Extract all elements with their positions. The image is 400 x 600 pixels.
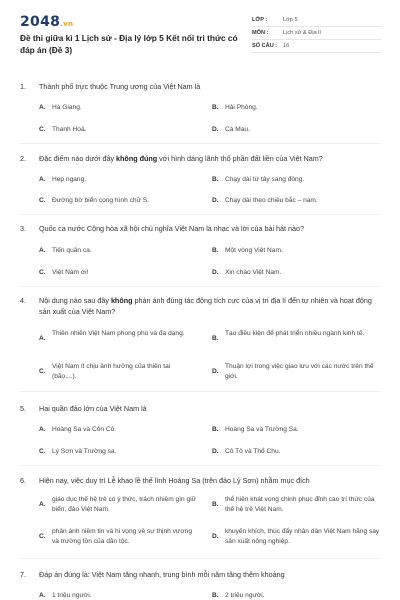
option-letter: B. bbox=[212, 176, 219, 183]
option-text: Thiên nhiên Việt Nam phong phú và đa dạng. bbox=[52, 330, 185, 337]
option-text: Chạy dài từ tây sang đông. bbox=[225, 176, 305, 183]
option-letter: D. bbox=[212, 448, 219, 455]
logo-text: 2048 bbox=[20, 14, 61, 30]
option-text: Hẹp ngang. bbox=[52, 176, 87, 183]
meta-count-label: SỐ CÂU : bbox=[252, 43, 278, 49]
option-6d[interactable] bbox=[212, 527, 382, 549]
option-text: Cô Tô và Thổ Chu. bbox=[225, 448, 281, 455]
option-letter: B. bbox=[212, 335, 219, 342]
option-letter: C. bbox=[39, 368, 46, 375]
option-text: Hoàng Sa và Côn Cỏ. bbox=[52, 426, 117, 433]
option-letter: C. bbox=[39, 533, 46, 540]
exam-meta bbox=[252, 14, 382, 53]
question-number: 4. bbox=[20, 296, 26, 305]
divider bbox=[20, 286, 380, 287]
question-number: 5. bbox=[20, 404, 26, 413]
question-text: Quốc ca nước Cộng hòa xã hội chủ nghĩa Việt Nam là nhạc và lời của bài hát nào? bbox=[39, 224, 305, 233]
meta-subject bbox=[252, 27, 382, 40]
option-text: Chạy dài theo chiều bắc – nam. bbox=[225, 197, 318, 204]
option-letter: B. bbox=[212, 501, 219, 508]
option-text: Lý Sơn và Trường sa. bbox=[52, 448, 117, 455]
option-text: giáo dục thế hệ trẻ có ý thức, trách nhiệm gìn giữ biển, đảo Việt Nam. bbox=[52, 496, 197, 513]
logo-tld: .vn bbox=[60, 20, 74, 28]
option-text: Hà Giang. bbox=[52, 104, 82, 111]
option-text: Hải Phòng. bbox=[225, 104, 258, 111]
option-letter: D. bbox=[212, 533, 219, 540]
option-4a[interactable] bbox=[39, 329, 199, 351]
meta-grade-label: LỚP : bbox=[252, 17, 268, 23]
meta-count-value: 16 bbox=[283, 43, 290, 49]
divider bbox=[20, 391, 380, 392]
option-text: Thanh Hoá. bbox=[52, 126, 87, 133]
question-number: 3. bbox=[20, 224, 26, 233]
divider bbox=[20, 465, 380, 466]
option-text: Việt Nam ơi! bbox=[52, 269, 89, 276]
emphasis: không bbox=[110, 296, 133, 305]
meta-subject-label: MÔN : bbox=[252, 30, 269, 36]
option-letter: C. bbox=[39, 269, 46, 276]
divider bbox=[20, 143, 380, 144]
question-text: Đáp án đúng là: Việt Nam tăng nhanh, trung bình mỗi năm tăng thêm khoảng bbox=[39, 570, 285, 579]
meta-grade bbox=[252, 14, 382, 27]
site-logo[interactable] bbox=[20, 14, 73, 30]
option-6a[interactable] bbox=[39, 495, 199, 517]
option-text: Một vòng Việt Nam. bbox=[225, 247, 283, 254]
option-letter: A. bbox=[39, 335, 46, 342]
meta-subject-value[interactable]: Lịch sử & Địa lí bbox=[283, 30, 321, 36]
option-letter: C. bbox=[39, 448, 46, 455]
option-4d[interactable] bbox=[212, 362, 382, 384]
question-text: Thành phố trực thuộc Trung ương của Việt Nam là bbox=[39, 82, 201, 91]
page-header bbox=[0, 0, 400, 66]
option-letter: A. bbox=[39, 592, 46, 599]
option-text: Đường bờ biển cong hình chữ S. bbox=[52, 197, 150, 204]
option-letter: C. bbox=[39, 126, 46, 133]
option-6c[interactable] bbox=[39, 527, 199, 549]
option-text: khuyến khích, thúc đẩy nhân dân Việt Nam hăng say sản xuất nông nghiệp. bbox=[225, 528, 380, 545]
option-text: thể hiện khát vọng chinh phục đỉnh cao trí thức của thế hệ trẻ Việt Nam. bbox=[225, 496, 375, 513]
option-letter: D. bbox=[212, 368, 219, 375]
meta-count bbox=[252, 40, 382, 53]
option-letter: B. bbox=[212, 104, 219, 111]
option-letter: C. bbox=[39, 197, 46, 204]
option-letter: B. bbox=[212, 426, 219, 433]
option-4b[interactable] bbox=[212, 329, 382, 351]
divider bbox=[20, 214, 380, 215]
option-6b[interactable] bbox=[212, 495, 382, 517]
page-title: Đề thi giữa kì 1 Lịch sử - Địa lý lớp 5 Kết nối tri thức có đáp án (Đề 3) bbox=[20, 33, 238, 55]
option-text: 1 triệu người. bbox=[52, 592, 92, 599]
option-text: Tiến quân ca. bbox=[52, 247, 92, 254]
option-text: phản ánh niềm tin và hi vọng về sự thịnh vượng và trường tồn của dân tộc. bbox=[52, 528, 192, 545]
question-text: Hai quần đảo lớn của Việt Nam là bbox=[39, 404, 147, 413]
option-letter: D. bbox=[212, 197, 219, 204]
option-text: Xin chào Việt Nam. bbox=[225, 269, 282, 276]
question-text: Nội dung nào sau đây không phản ánh đúng tác động tích cực của vị trí địa lí đến tự nhiên và hoạt động sản xuất của Việt Nam? bbox=[39, 296, 372, 316]
question-number: 2. bbox=[20, 154, 26, 163]
option-letter: A. bbox=[39, 104, 46, 111]
question-4 bbox=[20, 295, 385, 317]
option-letter: D. bbox=[212, 269, 219, 276]
option-text: Việt Nam ít chịu ảnh hưởng của thiên tai (bão,...). bbox=[52, 363, 171, 380]
question-number: 6. bbox=[20, 476, 26, 485]
option-text: Cà Mau. bbox=[225, 126, 250, 133]
question-text: Đặc điểm nào dưới đây không đúng với hình dáng lãnh thổ phần đất liền của Việt Nam? bbox=[39, 154, 323, 163]
option-text: 2 triệu người. bbox=[225, 592, 265, 599]
option-text: Thuận lợi trong việc giao lưu với các nước trên thế giới. bbox=[225, 363, 374, 380]
option-letter: A. bbox=[39, 176, 46, 183]
option-letter: D. bbox=[212, 126, 219, 133]
option-4c[interactable] bbox=[39, 362, 199, 384]
meta-grade-value[interactable]: Lớp 5 bbox=[283, 17, 298, 23]
emphasis: không đúng bbox=[116, 154, 158, 163]
option-letter: A. bbox=[39, 426, 46, 433]
option-letter: A. bbox=[39, 247, 46, 254]
option-letter: A. bbox=[39, 501, 46, 508]
divider bbox=[20, 558, 380, 559]
option-letter: B. bbox=[212, 247, 219, 254]
question-number: 7. bbox=[20, 570, 26, 579]
question-text: Hiện nay, việc duy trì Lễ khao lề thế lính Hoàng Sa (trên đảo Lý Sơn) nhằm mục đích bbox=[39, 476, 310, 485]
option-text: Tạo điều kiện để phát triển nhiều ngành kinh tế. bbox=[225, 330, 365, 337]
option-text: Hoàng Sa và Trường Sa. bbox=[225, 426, 299, 433]
option-letter: B. bbox=[212, 592, 219, 599]
question-number: 1. bbox=[20, 82, 26, 91]
